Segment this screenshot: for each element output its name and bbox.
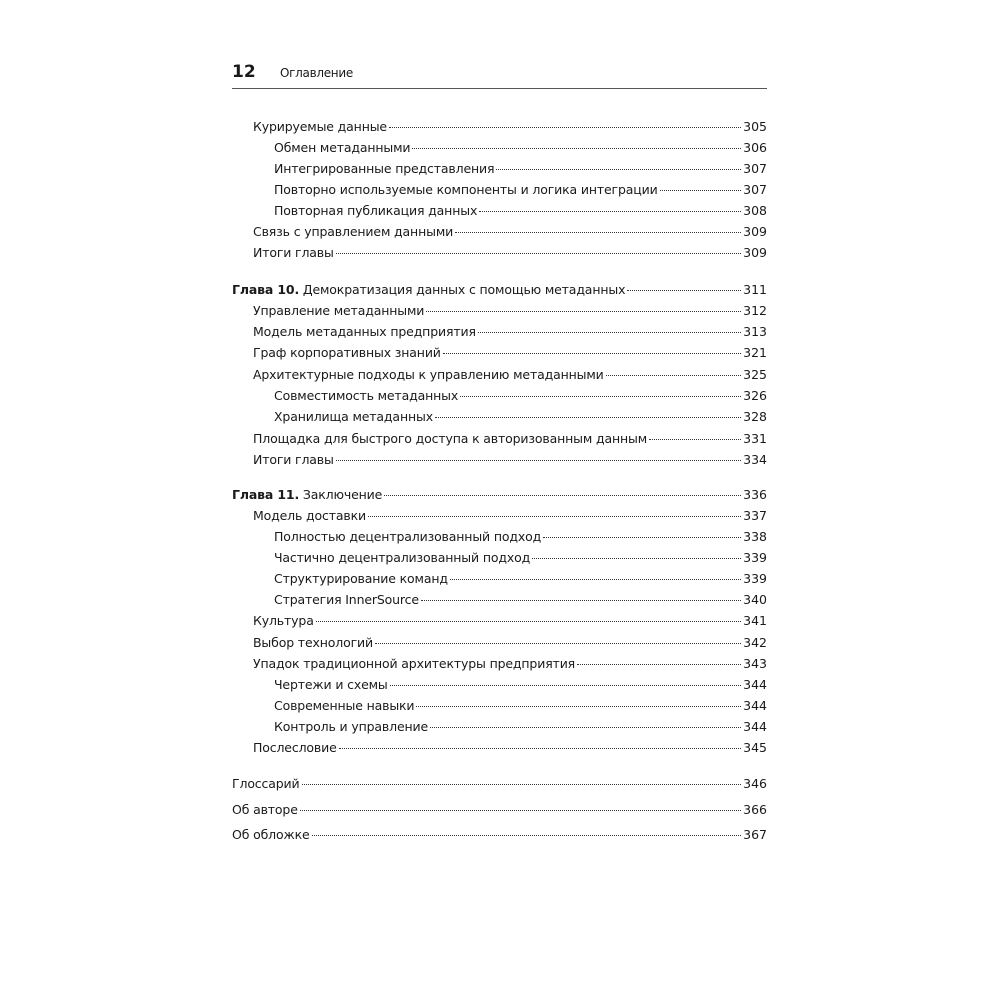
toc-entry-title: Итоги главы (253, 245, 334, 260)
toc-entry[interactable] (253, 303, 767, 319)
toc-entry[interactable] (253, 431, 767, 447)
dot-leader (435, 416, 741, 418)
dot-leader (496, 168, 741, 170)
dot-leader (416, 705, 741, 707)
toc-page-number: 339 (743, 571, 767, 586)
toc-entry-title: Об обложке (232, 827, 310, 842)
toc-page-number: 306 (743, 140, 767, 155)
toc-page-number: 309 (743, 245, 767, 260)
toc-entry-title: Культура (253, 613, 314, 628)
toc-entry-title: Стратегия InnerSource (274, 592, 419, 607)
toc-entry-title: Чертежи и схемы (274, 677, 388, 692)
toc-entry[interactable] (232, 802, 767, 818)
toc-entry-title: Современные навыки (274, 698, 415, 713)
toc-entry-title: Структурирование команд (274, 571, 448, 586)
dot-leader (606, 374, 742, 376)
chapter-number: Глава 11. (232, 487, 300, 502)
toc-page-number: 344 (743, 677, 767, 692)
dot-leader (412, 147, 741, 149)
dot-leader (302, 783, 742, 785)
toc-entry[interactable] (274, 529, 767, 545)
toc-page-number: 344 (743, 698, 767, 713)
toc-page-number: 340 (743, 592, 767, 607)
toc-page-number: 344 (743, 719, 767, 734)
dot-leader (443, 352, 741, 354)
dot-leader (478, 331, 741, 333)
toc-page-number: 325 (743, 367, 767, 382)
toc-entry-title: Послесловие (253, 740, 337, 755)
toc-entry-title: Архитектурные подходы к управлению метаданными (253, 367, 604, 382)
toc-page-number: 311 (743, 282, 767, 297)
toc-entry-title: Выбор технологий (253, 635, 373, 650)
dot-leader (450, 578, 741, 580)
toc-entry-title: Связь с управлением данными (253, 224, 454, 239)
toc-page-number: 338 (743, 529, 767, 544)
toc-entry[interactable] (253, 740, 767, 756)
toc-page-number: 307 (743, 161, 767, 176)
toc-entry[interactable] (274, 140, 767, 156)
toc-entry-title: Полностью децентрализованный подход (274, 529, 542, 544)
toc-entry[interactable] (274, 409, 767, 425)
dot-leader (300, 809, 741, 811)
toc-entry-title: Глава 11. Заключение (232, 487, 383, 502)
toc-page-number: 331 (743, 431, 767, 446)
toc-entry-title: Повторно используемые компоненты и логика интеграции (274, 182, 658, 197)
dot-leader (316, 620, 741, 622)
toc-page-number: 366 (743, 802, 767, 817)
toc-entry-title: Модель доставки (253, 508, 366, 523)
toc-entry[interactable] (253, 613, 767, 629)
dot-leader (389, 126, 741, 128)
toc-page-number: 328 (743, 409, 767, 424)
toc-page-number: 307 (743, 182, 767, 197)
chapter-number: Глава 10. (232, 282, 300, 297)
toc-entry-title: Глоссарий (232, 776, 300, 791)
toc-page-number: 339 (743, 550, 767, 565)
toc-entry[interactable] (253, 119, 767, 135)
toc-entry-title: Упадок традиционной архитектуры предприятия (253, 656, 576, 671)
toc-page-number: 345 (743, 740, 767, 755)
toc-entry[interactable] (232, 827, 767, 843)
dot-leader (627, 289, 741, 291)
dot-leader (455, 231, 741, 233)
toc-page-number: 309 (743, 224, 767, 239)
toc-chapter-entry[interactable] (232, 282, 767, 298)
dot-leader (368, 515, 741, 517)
toc-entry[interactable] (274, 182, 767, 198)
toc-entry-title: Обмен метаданными (274, 140, 411, 155)
dot-leader (375, 642, 741, 644)
toc-entry[interactable] (253, 635, 767, 651)
toc-page-number: 346 (743, 776, 767, 791)
toc-page-number: 321 (743, 345, 767, 360)
page-number: 12 (232, 62, 256, 82)
toc-entry-title: Контроль и управление (274, 719, 429, 734)
toc-page-number: 312 (743, 303, 767, 318)
dot-leader (430, 726, 741, 728)
toc-entry-title: Площадка для быстрого доступа к авторизованным данным (253, 431, 648, 446)
toc-entry-title: Управление метаданными (253, 303, 425, 318)
dot-leader (421, 599, 741, 601)
toc-entry-title: Повторная публикация данных (274, 203, 478, 218)
toc-entry[interactable] (253, 324, 767, 340)
toc-entry[interactable] (253, 508, 767, 524)
toc-entry-title: Хранилища метаданных (274, 409, 433, 424)
running-header (232, 60, 767, 89)
toc-entry[interactable] (253, 345, 767, 361)
toc-chapter-entry[interactable] (232, 487, 767, 503)
toc-entry-title: Модель метаданных предприятия (253, 324, 476, 339)
dot-leader (336, 252, 741, 254)
toc-entry-title: Интегрированные представления (274, 161, 495, 176)
toc-entry-title: Частично децентрализованный подход (274, 550, 531, 565)
dot-leader (479, 210, 741, 212)
toc-entry[interactable] (253, 367, 767, 383)
toc-entry[interactable] (274, 698, 767, 714)
dot-leader (426, 310, 741, 312)
dot-leader (384, 494, 741, 496)
toc-entry[interactable] (274, 677, 767, 693)
toc-entry[interactable] (232, 776, 767, 792)
toc-page-number: 334 (743, 452, 767, 467)
dot-leader (312, 834, 742, 836)
toc-page-number: 313 (743, 324, 767, 339)
toc-entry-title: Совместимость метаданных (274, 388, 459, 403)
toc-page-number: 341 (743, 613, 767, 628)
toc-entry[interactable] (253, 224, 767, 240)
toc-entry[interactable] (274, 161, 767, 177)
dot-leader (577, 663, 741, 665)
toc-page-number: 326 (743, 388, 767, 403)
toc-entry-title: Глава 10. Демократизация данных с помощью метаданных (232, 282, 626, 297)
toc-entry[interactable] (253, 452, 767, 468)
running-title: Оглавление (280, 66, 353, 80)
dot-leader (390, 684, 742, 686)
toc-page-number: 343 (743, 656, 767, 671)
toc-page-number: 308 (743, 203, 767, 218)
toc-page-number: 342 (743, 635, 767, 650)
toc-entry[interactable] (274, 719, 767, 735)
toc-entry-title: Граф корпоративных знаний (253, 345, 441, 360)
dot-leader (532, 557, 741, 559)
toc-entry[interactable] (274, 592, 767, 608)
toc-entry[interactable] (274, 388, 767, 404)
toc-entry[interactable] (274, 571, 767, 587)
toc-page-number: 336 (743, 487, 767, 502)
dot-leader (660, 189, 742, 191)
dot-leader (339, 747, 742, 749)
toc-page-number: 305 (743, 119, 767, 134)
toc-entry[interactable] (253, 656, 767, 672)
dot-leader (460, 395, 741, 397)
toc-entry-title: Курируемые данные (253, 119, 387, 134)
toc-entry-title: Итоги главы (253, 452, 334, 467)
dot-leader (649, 438, 741, 440)
dot-leader (336, 459, 741, 461)
toc-entry[interactable] (253, 245, 767, 261)
dot-leader (543, 536, 741, 538)
toc-page-number: 337 (743, 508, 767, 523)
toc-entry[interactable] (274, 550, 767, 566)
toc-entry[interactable] (274, 203, 767, 219)
toc-entry-title: Об авторе (232, 802, 298, 817)
toc-page-number: 367 (743, 827, 767, 842)
